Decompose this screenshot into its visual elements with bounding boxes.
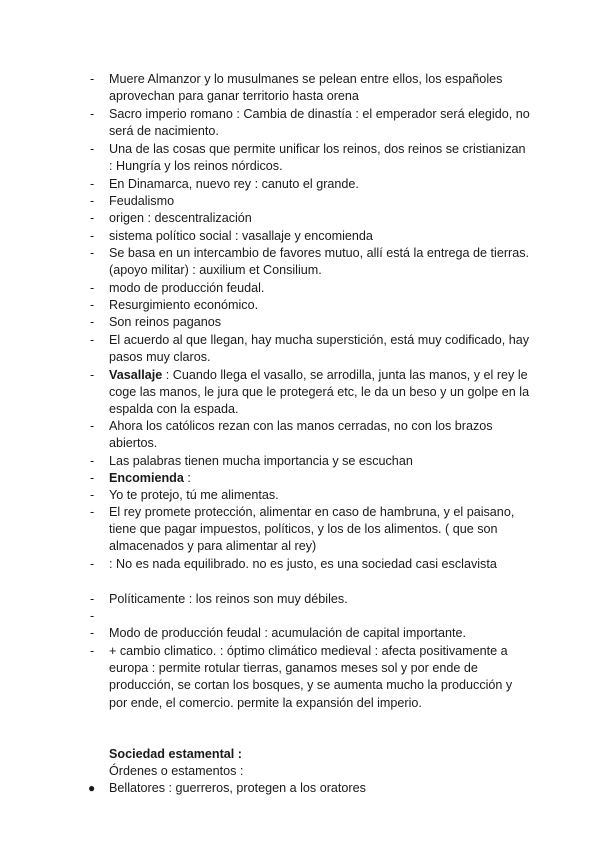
list-item-text <box>109 367 530 419</box>
dash-marker: - <box>90 229 95 243</box>
list-item <box>90 332 530 366</box>
list-item <box>90 176 530 193</box>
dash-marker: - <box>90 644 95 658</box>
list-item <box>90 141 530 175</box>
list-item-text: Son reinos paganos <box>109 315 222 329</box>
section-heading: Sociedad estamental : <box>109 747 242 761</box>
list-item <box>90 556 530 573</box>
dash-marker: - <box>90 298 95 312</box>
list-item-text: Muere Almanzor y lo musulmanes se pelean entre ellos, los españoles aprovechan para ganar territorio hasta orena <box>109 72 503 104</box>
term-encomienda: Encomienda <box>109 471 184 485</box>
term-definition: : Cuando llega el vasallo, se arrodilla, junta las manos, y el rey le coge las manos, le jura que le protegerá etc, le da un beso y un golpe en la espalda con la espada. <box>109 368 530 417</box>
list-item <box>90 314 530 331</box>
list-item <box>90 453 530 470</box>
list-item <box>90 297 530 314</box>
list-item-text: Modo de producción feudal : acumulación de capital importante. <box>109 626 467 640</box>
bullet-list-item <box>90 780 530 797</box>
list-item <box>90 470 530 487</box>
dash-marker: - <box>90 211 95 225</box>
section-subheading: Órdenes o estamentos : <box>109 764 244 778</box>
list-item-text: Bellatores : guerreros, protegen a los oratores <box>109 781 366 795</box>
list-item-text: Sacro imperio romano : Cambia de dinastía : el emperador será elegido, no será de nacimiento. <box>109 107 530 139</box>
list-item <box>90 504 530 556</box>
dash-marker: - <box>90 592 95 606</box>
list-item <box>90 367 530 419</box>
dash-marker: - <box>90 368 95 382</box>
dash-marker: - <box>90 557 95 571</box>
dash-marker: - <box>90 419 95 433</box>
list-item <box>90 193 530 210</box>
bullet-marker: ● <box>88 781 96 795</box>
list-item-text: Una de las cosas que permite unificar los reinos, dos reinos se cristianizan : Hungría y los reinos nórdicos. <box>109 142 526 174</box>
dash-marker: - <box>90 281 95 295</box>
dash-marker: - <box>90 72 95 86</box>
dash-marker: - <box>90 107 95 121</box>
list-item-text: sistema político social : vasallaje y encomienda <box>109 229 373 243</box>
list-item-text: : No es nada equilibrado. no es justo, es una sociedad casi esclavista <box>109 557 497 571</box>
dash-marker: - <box>90 142 95 156</box>
dash-marker: - <box>90 333 95 347</box>
list-item-text: Resurgimiento económico. <box>109 298 259 312</box>
list-item-text: Ahora los católicos rezan con las manos cerradas, no con los brazos abiertos. <box>109 419 493 451</box>
list-item-text: Yo te protejo, tú me alimentas. <box>109 488 279 502</box>
list-item <box>90 643 530 712</box>
list-item-text: origen : descentralización <box>109 211 252 225</box>
list-item-text: El rey promete protección, alimentar en caso de hambruna, y el paisano, tiene que pagar impuestos, políticos, y los de los alimentos. ( que son almacenados y para alimentar al rey) <box>109 505 515 554</box>
list-item <box>90 591 530 608</box>
dash-marker: - <box>90 609 95 623</box>
list-item-text: En Dinamarca, nuevo rey : canuto el grande. <box>109 177 359 191</box>
list-item-text: modo de producción feudal. <box>109 281 265 295</box>
list-item-text: Políticamente : los reinos son muy débiles. <box>109 592 348 606</box>
list-item <box>90 245 530 279</box>
list-item <box>90 280 530 297</box>
dash-marker: - <box>90 194 95 208</box>
list-item <box>90 210 530 227</box>
list-item-text: Feudalismo <box>109 194 175 208</box>
dash-marker: - <box>90 626 95 640</box>
dash-marker: - <box>90 454 95 468</box>
list-item-text <box>109 470 530 487</box>
list-item <box>90 106 530 140</box>
dash-marker: - <box>90 315 95 329</box>
dash-marker: - <box>90 177 95 191</box>
list-item <box>90 418 530 452</box>
dash-marker: - <box>90 246 95 260</box>
dash-marker: - <box>90 505 95 519</box>
list-item <box>90 228 530 245</box>
term-vasallaje: Vasallaje <box>109 368 163 382</box>
list-item <box>90 487 530 504</box>
list-item-text: Las palabras tienen mucha importancia y se escuchan <box>109 454 413 468</box>
dash-marker: - <box>90 488 95 502</box>
list-item <box>90 71 530 105</box>
list-item-text: Se basa en un intercambio de favores mutuo, allí está la entrega de tierras. (apoyo militar) : auxilium et Consilium. <box>109 246 530 278</box>
term-definition: : <box>183 471 191 485</box>
list-item <box>90 625 530 642</box>
dash-marker: - <box>90 471 95 485</box>
list-item-text: + cambio climatico. : óptimo climático medieval : afecta positivamente a europa : permite rotular tierras, ganamos meses sol y por ende de producción, se cortan los bosques, y se aumenta mucho la producción y por ende, el comercio. permite la expansión del imperio. <box>109 644 513 710</box>
list-item-text: El acuerdo al que llegan, hay mucha superstición, está muy codificado, hay pasos muy claros. <box>109 333 530 365</box>
